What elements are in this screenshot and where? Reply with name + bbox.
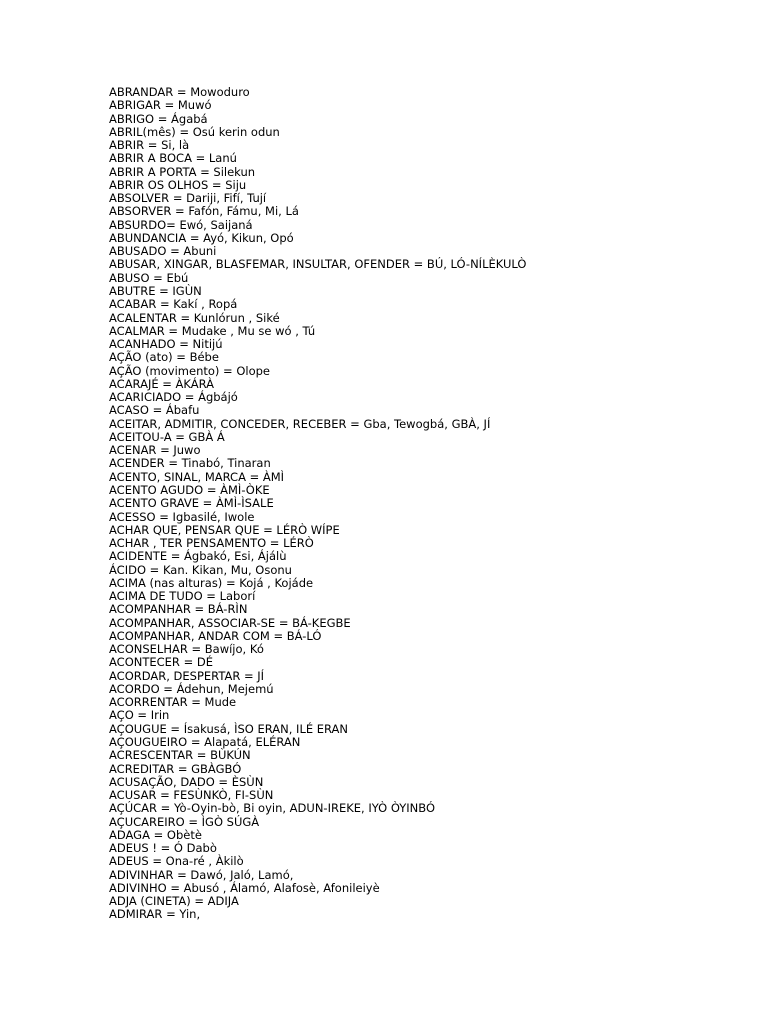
dictionary-entry: ACHAR , TER PENSAMENTO = LÉRÒ [109,536,314,551]
dictionary-entry: ADIVINHO = Abusó , Álamó, Alafosè, Afonileiyè [109,880,380,895]
dictionary-entry: ADEUS ! = Ó Dabò [109,841,217,856]
dictionary-entry: ACANHADO = Nitijú [109,337,223,352]
dictionary-entry: ACASO = Ábafu [109,403,200,418]
dictionary-entry: ABUSADO = Abuni [109,244,217,259]
dictionary-entry: ÁCIDO = Kan. Kikan, Mu, Osonu [109,562,292,577]
dictionary-entry: ACENTO GRAVE = ÀMÌ-ÌSALE [109,496,274,511]
dictionary-entry: ACALMAR = Mudake , Mu se wó , Tú [109,323,316,338]
dictionary-entry: ACIMA DE TUDO = Laborí [109,589,256,604]
dictionary-entry: ABUSAR, XINGAR, BLASFEMAR, INSULTAR, OFENDER = BÚ, LÓ-NÍLÈKULÒ [109,257,527,272]
dictionary-entry: ABRANDAR = Mowoduro [109,85,250,99]
dictionary-entry: ADJA (CINETA) = ADIJA [109,894,239,909]
dictionary-entry: ABUTRE = IGÙN [109,283,202,298]
dictionary-entry: ACUSAÇÃO, DADO = ÈSÙN [109,774,264,789]
dictionary-entry: ABRIR OS OLHOS = Siju [109,177,247,192]
dictionary-entry: ACARICIADO = Ágbájó [109,390,238,405]
dictionary-entry: ABRIGO = Ágabá [109,111,208,126]
dictionary-entry: AÇÃO (movimento) = Olope [109,363,270,378]
dictionary-entry: AÇOUGUEIRO = Alapatá, ELÉRAN [109,735,301,750]
dictionary-entry: ACEITAR, ADMITIR, CONCEDER, RECEBER = Gba, Tewogbá, GBÀ, JÍ [109,416,491,431]
dictionary-entry: ADMIRAR = Yin, [109,907,201,922]
dictionary-entry: ABRIR = Si, là [109,138,190,153]
dictionary-entry: ACIDENTE = Ágbakó, Esi, Ájálù [109,549,287,564]
dictionary-entry: ACONTECER = DÉ [109,655,213,670]
dictionary-entry: ACEITOU-A = GBÀ Á [109,429,225,444]
dictionary-entry: ABUSO = Ebú [109,270,189,285]
dictionary-entry: ABSORVER = Fafón, Fámu, Mi, Lá [109,204,299,219]
dictionary-entry: ACREDITAR = GBÀGBÓ [109,761,242,776]
dictionary-entry: ACALENTAR = Kunlórun , Siké [109,310,280,325]
dictionary-entry: ACUSAR = FESÙNKÒ, FI-SÙN [109,788,274,803]
dictionary-entry: ACIMA (nas alturas) = Kojá , Kojáde [109,575,314,590]
dictionary-entry: ACORDO = Ádehun, Mejemú [109,681,274,696]
dictionary-entry: ACESSO = Igbasilé, Iwole [109,509,255,524]
dictionary-entry: ACENTO, SINAL, MARCA = ÀMÌ [109,469,285,484]
dictionary-entry: ADIVINHAR = Dawó, Jaló, Lamó, [109,867,294,882]
dictionary-entry: AÇUCAREIRO = ÌGÒ SÚGÀ [109,814,260,829]
dictionary-entry: ABRIL(mês) = Osú kerin odun [109,124,280,139]
dictionary-entry: ACHAR QUE, PENSAR QUE = LÉRÒ WÍPE [109,522,340,537]
dictionary-entry: AÇOUGUE = Ísakusá, ÌSO ERAN, ILÉ ERAN [109,721,349,736]
dictionary-entry: ACENDER = Tinabó, Tinaran [109,456,271,471]
dictionary-entry: ACOMPANHAR, ASSOCIAR-SE = BÁ-KEGBE [109,615,351,630]
dictionary-entry: ABRIR A BOCA = Lanú [109,151,237,166]
dictionary-entry: AÇÚCAR = Yò-Oyin-bò, Bi oyin, ADUN-IREKE, IYÒ ÒYINBÓ [109,801,436,816]
dictionary-entry: ABUNDANCIA = Ayó, Kikun, Opó [109,230,294,245]
dictionary-entry: ADAGA = Obètè [109,827,202,842]
dictionary-entry: AÇÃO (ato) = Bébe [109,350,219,365]
dictionary-entry: ADEUS = Ona-ré , Àkilò [109,854,244,869]
dictionary-entry-list [109,86,526,922]
dictionary-entry: ABSURDO= Ewó, Saijaná [109,217,253,232]
dictionary-entry: ACRESCENTAR = BÙKÚN [109,748,251,763]
dictionary-entry: AÇO = Irin [109,708,170,723]
dictionary-entry: ACORDAR, DESPERTAR = JÍ [109,668,265,683]
dictionary-entry: ACONSELHAR = Bawíjo, Kó [109,642,264,657]
dictionary-entry: ACOMPANHAR = BÁ-RÌN [109,602,248,617]
dictionary-entry: ACENAR = Juwo [109,443,201,458]
dictionary-entry: ABSOLVER = Dariji, Fifí, Tují [109,191,267,206]
dictionary-entry: ACORRENTAR = Mude [109,695,237,710]
dictionary-entry: ACARAJÉ = ÀKÁRÀ [109,376,215,391]
dictionary-entry: ACABAR = Kakí , Ropá [109,297,238,312]
dictionary-entry: ABRIR A PORTA = Silekun [109,164,256,179]
dictionary-entry: ACOMPANHAR, ANDAR COM = BÁ-LÓ [109,628,322,643]
dictionary-entry: ACENTO AGUDO = ÀMÌ-ÒKE [109,482,270,497]
dictionary-entry: ABRIGAR = Muwó [109,98,212,113]
